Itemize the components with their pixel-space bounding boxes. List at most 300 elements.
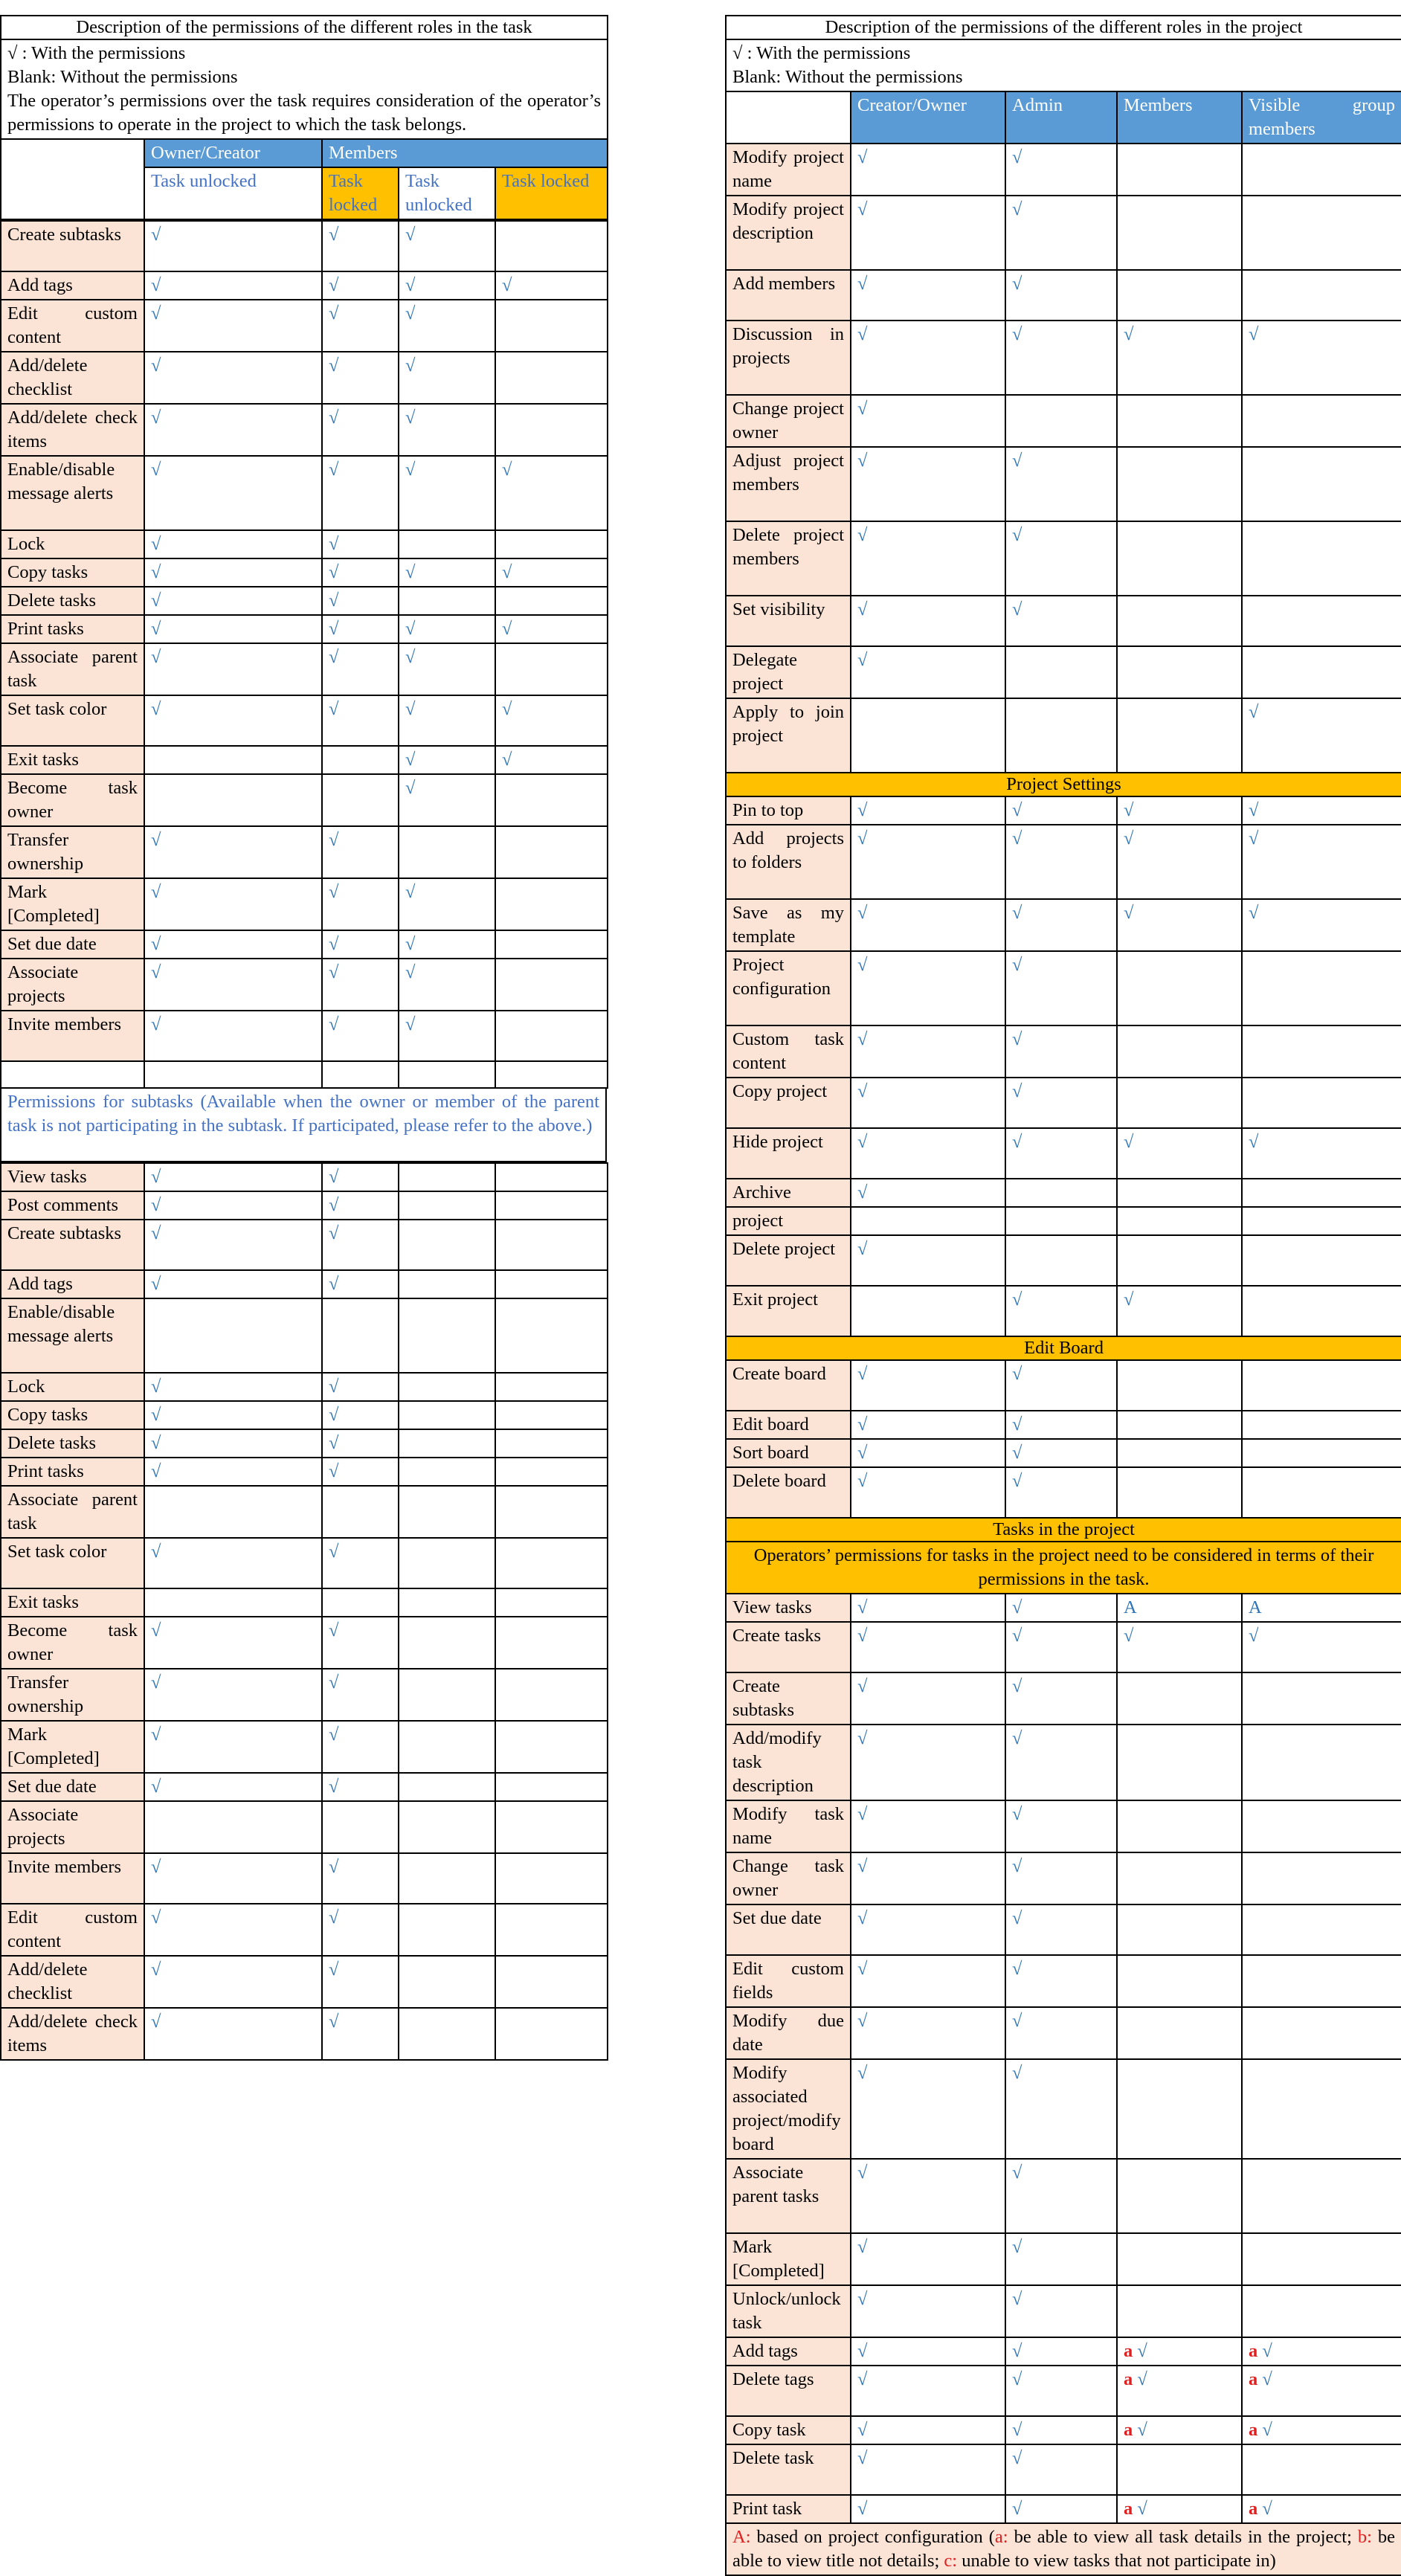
project-setting-cell: √ [1242,796,1401,825]
project-permission-cell: √ [1242,698,1401,773]
task-permission-label [1,1061,144,1088]
task-permission-cell: √ [322,404,399,456]
project-setting-cell: √ [1005,1286,1117,1336]
project-task-permission-label: Change task owner [726,1852,851,1904]
project-task-permission-cell [1242,2416,1401,2444]
project-permission-cell [1117,521,1242,596]
project-task-permission-cell: √ [1005,1672,1117,1725]
task-permission-cell: √ [322,221,399,271]
project-permission-cell: √ [851,521,1005,596]
task-permission-cell [144,746,322,774]
subtask-permission-label: Enable/disable message alerts [1,1298,144,1373]
subtask-permission-cell: √ [322,1220,399,1270]
project-task-permission-cell [1242,1672,1401,1725]
project-setting-cell: √ [851,1128,1005,1179]
project-task-permission-cell [1117,1725,1242,1800]
subtask-permission-cell [399,1904,495,1956]
subtask-permission-cell [144,1588,322,1617]
subtask-permission-cell: √ [144,1373,322,1401]
check-mark: √ [1133,2420,1147,2440]
subtask-permission-cell [495,1904,608,1956]
footnote-c-key: c: [944,2551,958,2571]
task-permission-row [1,587,608,615]
project-task-permission-row [726,1955,1401,2007]
legend-check: √ : With the permissions [7,43,186,63]
task-permission-cell [399,587,495,615]
project-setting-cell [1242,1286,1401,1336]
task-permission-cell: √ [399,221,495,271]
subtask-permission-row [1,1270,608,1298]
project-permission-cell: √ [851,447,1005,521]
task-permission-cell: √ [322,878,399,930]
subtask-permission-row [1,1538,608,1588]
subtask-permission-cell: √ [322,1163,399,1191]
project-setting-cell: √ [1005,1128,1117,1179]
check-mark: √ [1133,2499,1147,2519]
subtask-permission-cell [144,1486,322,1538]
subtask-permission-cell: √ [144,1904,322,1956]
project-task-permission-label: Mark [Completed] [726,2233,851,2285]
task-permission-cell [399,530,495,558]
project-setting-cell: √ [1005,1078,1117,1128]
task-permission-cell: √ [144,221,322,271]
task-permission-cell: √ [399,1011,495,1061]
board-permission-cell [1242,1439,1401,1467]
footnote-b-key: b: [1357,2527,1372,2547]
project-setting-cell: √ [851,796,1005,825]
project-task-permission-cell [1242,2285,1401,2337]
project-setting-row [726,825,1401,899]
project-task-permission-cell: √ [1005,2416,1117,2444]
project-task-permission-row [726,1594,1401,1622]
project-setting-cell [1117,1025,1242,1078]
task-permission-cell: √ [399,643,495,695]
subtask-permission-cell [399,1163,495,1191]
subtask-permission-cell: √ [322,1538,399,1588]
project-setting-label: Exit project [726,1286,851,1336]
project-task-permission-row [726,2285,1401,2337]
board-permission-cell [1117,1360,1242,1411]
subtask-permission-label: Copy tasks [1,1401,144,1429]
board-permission-cell: √ [1005,1439,1117,1467]
task-permission-cell [399,826,495,878]
task-permission-cell: √ [495,456,608,530]
project-task-permission-cell: √ [1005,1955,1117,2007]
project-permission-cell: √ [1005,596,1117,646]
project-task-permission-cell: √ [1117,1622,1242,1672]
subtask-permission-label: Post comments [1,1191,144,1220]
project-permission-cell [1242,270,1401,321]
project-permission-cell: √ [1005,321,1117,395]
subtask-permission-row [1,2008,608,2060]
check-mark: √ [1257,2369,1272,2389]
project-task-permission-cell: √ [1005,2007,1117,2059]
project-permission-cell: √ [1005,521,1117,596]
project-permission-cell: √ [851,596,1005,646]
subtask-permission-cell: √ [144,1270,322,1298]
subtask-permission-cell [495,1801,608,1853]
project-permission-cell [1242,646,1401,698]
task-permission-label: Become task owner [1,774,144,826]
project-permission-cell [1117,144,1242,196]
footnote-c-text: unable to view tasks that not participate in) [957,2551,1276,2571]
task-permission-cell: √ [322,615,399,643]
project-permission-cell [1117,698,1242,773]
project-setting-label: Archive [726,1179,851,1207]
project-permission-cell: √ [851,196,1005,270]
project-setting-cell: √ [1117,796,1242,825]
task-permission-cell: √ [322,456,399,530]
project-task-permission-cell [1242,1955,1401,2007]
config-flag: a [1124,2341,1133,2361]
subtask-permission-cell: √ [322,1773,399,1801]
project-permission-cell: √ [851,395,1005,447]
project-setting-cell [1005,1179,1117,1207]
project-task-permission-label: Unlock/unlock task [726,2285,851,2337]
project-setting-cell: √ [1005,1025,1117,1078]
task-permission-row [1,530,608,558]
board-permission-cell [1242,1411,1401,1439]
project-permission-row [726,646,1401,698]
project-task-permission-row [726,2416,1401,2444]
task-permission-cell: √ [322,930,399,959]
project-permission-row [726,196,1401,270]
board-permission-cell: √ [1005,1467,1117,1518]
task-permission-cell: √ [322,530,399,558]
task-permission-cell: √ [322,352,399,404]
subtask-permission-cell [495,1401,608,1429]
task-permission-row [1,826,608,878]
project-task-permission-cell [1242,2159,1401,2233]
project-task-permission-cell: √ [1005,1852,1117,1904]
task-permission-label: Mark [Completed] [1,878,144,930]
project-task-permission-row [726,2059,1401,2159]
subtask-permission-cell [399,1429,495,1458]
task-permission-row [1,404,608,456]
subtask-permission-label: Create subtasks [1,1220,144,1270]
project-permission-table [725,15,1401,2576]
project-task-permission-cell: √ [851,1852,1005,1904]
subtask-permission-cell [399,1486,495,1538]
project-setting-cell [1117,951,1242,1025]
project-permission-row [726,321,1401,395]
project-setting-cell: √ [1242,825,1401,899]
subtask-permission-row [1,1904,608,1956]
project-legend-block [726,39,1401,91]
subtask-permission-cell [495,1588,608,1617]
subtask-permission-cell [399,1669,495,1721]
project-setting-label: project [726,1207,851,1235]
task-permission-cell [495,530,608,558]
subtask-permission-cell: √ [322,1669,399,1721]
col-admin: Admin [1005,91,1117,144]
task-permission-cell [495,221,608,271]
project-task-permission-cell: √ [1005,2233,1117,2285]
task-permission-cell: √ [399,352,495,404]
subtask-permission-cell [399,1956,495,2008]
project-task-permission-cell [1242,2233,1401,2285]
project-task-permission-cell [1117,2159,1242,2233]
project-setting-cell: √ [851,1078,1005,1128]
project-task-permission-cell [1242,2366,1401,2416]
project-task-permission-cell: √ [1005,1800,1117,1852]
project-setting-cell [1117,1179,1242,1207]
task-permission-cell: √ [144,352,322,404]
project-permission-row [726,447,1401,521]
project-permission-cell: √ [1005,144,1117,196]
task-permission-cell: √ [322,695,399,746]
task-permission-cell: √ [399,558,495,587]
check-mark: √ [1257,2499,1272,2519]
subtask-permission-row [1,1486,608,1538]
subtask-permission-cell [399,1538,495,1588]
project-task-permission-cell [1117,1904,1242,1955]
project-task-permission-cell: √ [1005,1904,1117,1955]
project-task-permission-cell: √ [851,1800,1005,1852]
project-permission-cell [1005,698,1117,773]
subtask-permission-label: Become task owner [1,1617,144,1669]
project-task-permission-cell [1117,1955,1242,2007]
project-setting-row [726,1025,1401,1078]
subtask-permission-cell [495,1191,608,1220]
board-permission-cell: √ [1005,1360,1117,1411]
project-setting-cell: √ [1242,899,1401,951]
project-task-permission-cell [1117,2495,1242,2523]
project-permission-cell [1242,447,1401,521]
task-permission-cell [495,587,608,615]
project-setting-cell: √ [1005,951,1117,1025]
project-permission-cell [1117,447,1242,521]
subtask-permission-row [1,1373,608,1401]
task-permission-row [1,1061,608,1088]
project-permission-cell [1242,144,1401,196]
subtask-permission-row [1,1220,608,1270]
board-permission-cell [1242,1360,1401,1411]
legend-block [1,39,608,139]
project-task-permission-cell: √ [1005,2159,1117,2233]
subtask-permission-cell [495,1220,608,1270]
project-task-permission-cell: √ [1005,2366,1117,2416]
project-task-permission-cell [1242,2495,1401,2523]
project-task-permission-row [726,2233,1401,2285]
project-setting-cell [1242,1025,1401,1078]
project-legend-blank: Blank: Without the permissions [732,67,963,87]
check-mark: √ [1257,2341,1272,2361]
project-setting-cell: √ [851,1179,1005,1207]
task-permission-cell: √ [399,456,495,530]
project-permission-cell: √ [851,144,1005,196]
project-setting-cell: √ [851,1235,1005,1286]
task-permission-row [1,1011,608,1061]
task-permission-cell: √ [399,615,495,643]
task-permission-cell: √ [399,746,495,774]
project-task-permission-cell: √ [851,2444,1005,2495]
task-permission-cell: √ [399,959,495,1011]
project-permission-cell [1242,196,1401,270]
legend-blank: Blank: Without the permissions [7,67,238,87]
project-task-permission-cell [1117,1672,1242,1725]
subtask-permission-cell [322,1298,399,1373]
project-task-permission-cell [1242,2337,1401,2366]
project-task-permission-cell: √ [851,2366,1005,2416]
subtask-permission-cell [495,2008,608,2060]
col-members-task-locked: Task locked [495,167,608,219]
project-setting-label: Copy project [726,1078,851,1128]
board-permission-cell: √ [851,1411,1005,1439]
project-task-permission-label: View tasks [726,1594,851,1622]
task-permission-cell: √ [399,404,495,456]
project-setting-cell [1242,1078,1401,1128]
col-members: Members [322,139,608,167]
task-permission-cell: √ [144,456,322,530]
subtask-permission-cell [399,1773,495,1801]
project-task-permission-label: Set due date [726,1904,851,1955]
project-task-permission-cell: √ [1005,2444,1117,2495]
subtask-permission-cell [399,1617,495,1669]
subtask-permission-cell: √ [144,1538,322,1588]
subtask-permission-label: Associate parent task [1,1486,144,1538]
subtask-permission-row [1,1853,608,1904]
col-task-unlocked: Task unlocked [144,167,322,219]
col-task-locked: Task locked [322,167,399,219]
task-permission-row [1,878,608,930]
subtask-permission-cell: √ [322,1373,399,1401]
project-setting-cell: √ [1242,1128,1401,1179]
project-setting-cell [1117,1078,1242,1128]
task-permission-cell [495,643,608,695]
board-permission-cell: √ [1005,1411,1117,1439]
subtask-permission-cell: √ [144,1617,322,1669]
col-project-members: Members [1117,91,1242,144]
task-permission-cell: √ [322,558,399,587]
subtask-permission-cell: √ [322,1721,399,1773]
task-permission-cell: √ [144,587,322,615]
project-task-permission-row [726,2495,1401,2523]
project-permission-label: Modify project description [726,196,851,270]
task-permission-label: Exit tasks [1,746,144,774]
subtask-permission-cell: √ [144,2008,322,2060]
subtask-permission-cell: √ [322,1401,399,1429]
subtask-permission-cell [495,1458,608,1486]
project-setting-cell: √ [851,899,1005,951]
subtask-permission-cell: √ [322,1270,399,1298]
project-task-permission-cell [1117,2337,1242,2366]
task-permission-cell: √ [399,271,495,300]
task-permission-cell [495,826,608,878]
subtask-permission-row [1,1617,608,1669]
task-permission-cell [144,1061,322,1088]
project-task-permission-cell: √ [1242,1622,1401,1672]
task-permission-rows [0,220,608,1089]
task-permission-cell: √ [144,959,322,1011]
subtask-permission-row [1,1401,608,1429]
project-task-permission-cell [1117,1852,1242,1904]
project-task-permission-cell: √ [851,1955,1005,2007]
footnote-a1-key: a: [994,2527,1008,2547]
task-permission-cell [495,1011,608,1061]
project-permission-cell: √ [1005,196,1117,270]
subtask-permission-row [1,1721,608,1773]
subtask-permission-cell [495,1773,608,1801]
task-permission-cell: √ [495,271,608,300]
task-permission-cell: √ [399,930,495,959]
project-task-permission-cell: √ [851,2285,1005,2337]
project-setting-row [726,1286,1401,1336]
task-permission-cell: √ [495,695,608,746]
project-task-permission-label: Modify task name [726,1800,851,1852]
project-setting-cell [1242,1207,1401,1235]
footnote-a-key: A: [732,2527,751,2547]
board-permission-label: Delete board [726,1467,851,1518]
task-permission-row [1,456,608,530]
footnote-a-text: based on project configuration ( [750,2527,995,2547]
task-permission-cell [322,1061,399,1088]
subtask-permission-label: Exit tasks [1,1588,144,1617]
project-task-permission-label: Delete task [726,2444,851,2495]
project-setting-label: Custom task content [726,1025,851,1078]
task-permission-cell: √ [144,695,322,746]
project-task-permission-cell [1242,2444,1401,2495]
col-creator-owner: Creator/Owner [851,91,1005,144]
check-mark: √ [1133,2341,1147,2361]
task-permission-label: Delete tasks [1,587,144,615]
subtask-permission-cell [495,1669,608,1721]
task-permission-cell: √ [322,587,399,615]
project-task-permission-label: Delete tags [726,2366,851,2416]
project-setting-cell [1005,1235,1117,1286]
tasks-in-project-note: Operators’ permissions for tasks in the project need to be considered in terms of their permissions in the task. [726,1542,1401,1594]
task-permission-cell: √ [399,774,495,826]
project-setting-cell: √ [851,1025,1005,1078]
project-task-permission-cell [1117,2059,1242,2159]
subtask-permission-row [1,1191,608,1220]
task-permission-cell: √ [495,615,608,643]
project-setting-cell [1242,951,1401,1025]
subtask-permission-row [1,1163,608,1191]
project-permission-label: Delete project members [726,521,851,596]
subtask-permission-label: Set task color [1,1538,144,1588]
project-task-permission-row [726,2159,1401,2233]
project-task-permission-label: Create tasks [726,1622,851,1672]
board-permission-row [726,1439,1401,1467]
subtask-permission-cell [495,1429,608,1458]
project-permission-label: Modify project name [726,144,851,196]
project-task-permission-cell: √ [851,2495,1005,2523]
project-permission-cell: √ [1005,447,1117,521]
subtask-permission-cell: √ [144,1773,322,1801]
task-permission-cell [495,774,608,826]
task-permission-cell [495,878,608,930]
project-task-permission-row [726,2337,1401,2366]
subtask-permission-cell: √ [144,1853,322,1904]
task-permission-row [1,300,608,352]
subtask-permission-label: Invite members [1,1853,144,1904]
project-setting-row [726,1235,1401,1286]
subtask-permission-cell: √ [144,1220,322,1270]
project-permission-row [726,596,1401,646]
task-permission-cell: √ [399,878,495,930]
subtask-permission-label: Print tasks [1,1458,144,1486]
project-task-permission-cell: √ [1005,2337,1117,2366]
project-setting-label: Pin to top [726,796,851,825]
project-task-permission-row [726,1800,1401,1852]
project-setting-cell: √ [1117,1286,1242,1336]
subtask-permission-cell [399,1373,495,1401]
subtask-permission-row [1,1801,608,1853]
board-permission-cell [1117,1439,1242,1467]
subtask-permission-rows [0,1162,608,2061]
section-project-settings: Project Settings [726,773,1401,796]
